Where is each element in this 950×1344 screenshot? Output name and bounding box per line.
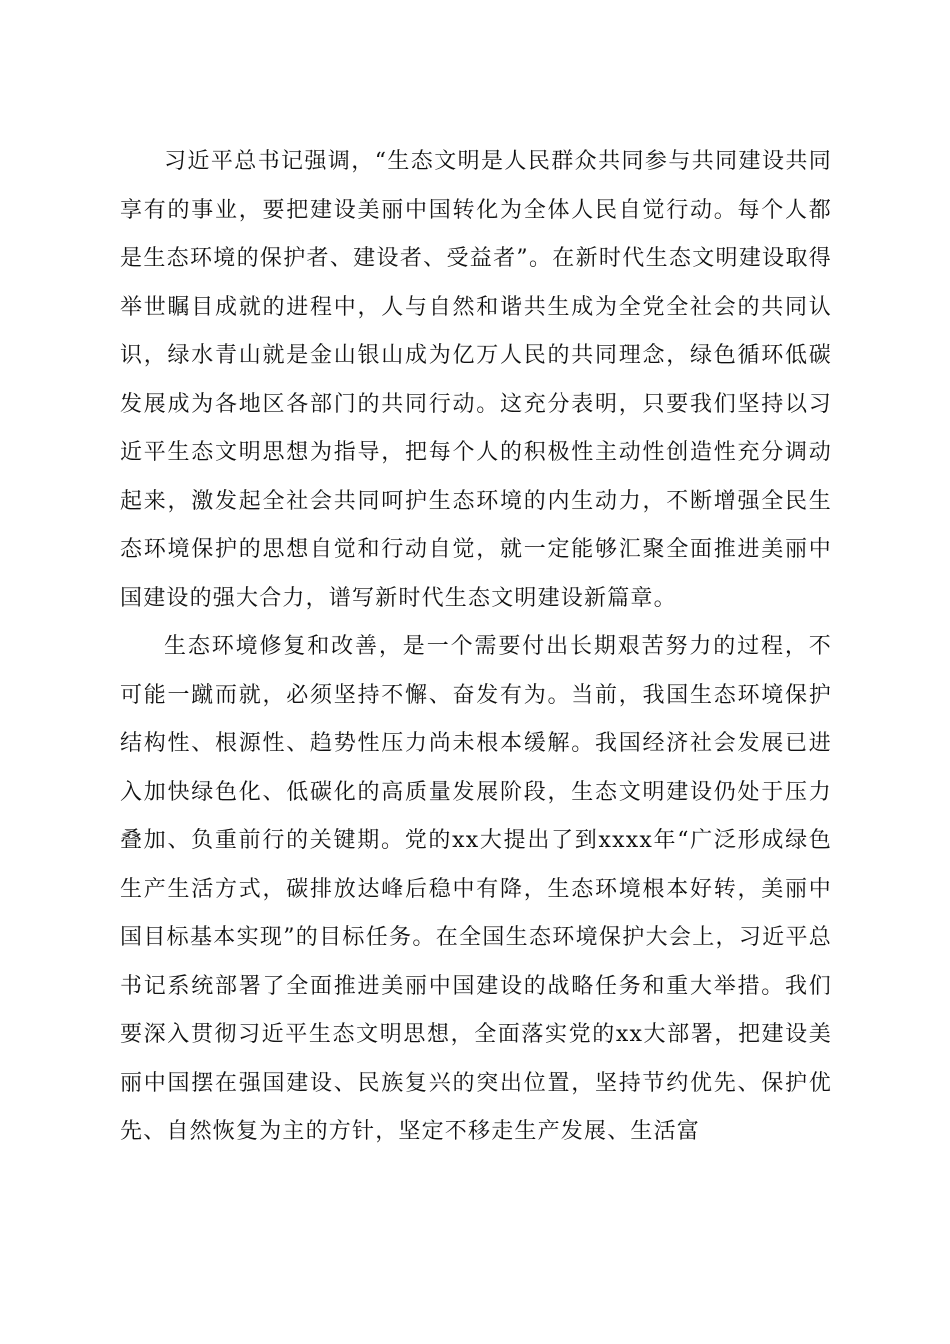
document-body — [120, 138, 832, 1157]
paragraph-2: 生态环境修复和改善，是一个需要付出长期艰苦努力的过程，不可能一蹴而就，必须坚持不懈、奋发有为。当前，我国生态环境保护结构性、根源性、趋势性压力尚未根本缓解。我国经济社会发展已进入加快绿色化、低碳化的高质量发展阶段，生态文明建设仍处于压力叠加、负重前行的关键期。党的xx大提出了到xxxx年“广泛形成绿色生产生活方式，碳排放达峰后稳中有降，生态环境根本好转，美丽中国目标基本实现”的目标任务。在全国生态环境保护大会上，习近平总书记系统部署了全面推进美丽中国建设的战略任务和重大举措。我们要深入贯彻习近平生态文明思想，全面落实党的xx大部署，把建设美丽中国摆在强国建设、民族复兴的突出位置，坚持节约优先、保护优先、自然恢复为主的方针，坚定不移走生产发展、生活富 — [120, 634, 832, 1144]
paragraph-1: 习近平总书记强调，“生态文明是人民群众共同参与共同建设共同享有的事业，要把建设美丽中国转化为全体人民自觉行动。每个人都是生态环境的保护者、建设者、受益者”。在新时代生态文明建设取得举世瞩目成就的进程中，人与自然和谐共生成为全党全社会的共同认识，绿水青山就是金山银山成为亿万人民的共同理念，绿色循环低碳发展成为各地区各部门的共同行动。这充分表明，只要我们坚持以习近平生态文明思想为指导，把每个人的积极性主动性创造性充分调动起来，激发起全社会共同呵护生态环境的内生动力，不断增强全民生态环境保护的思想自觉和行动自觉，就一定能够汇聚全面推进美丽中国建设的强大合力，谱写新时代生态文明建设新篇章。 — [120, 149, 832, 611]
